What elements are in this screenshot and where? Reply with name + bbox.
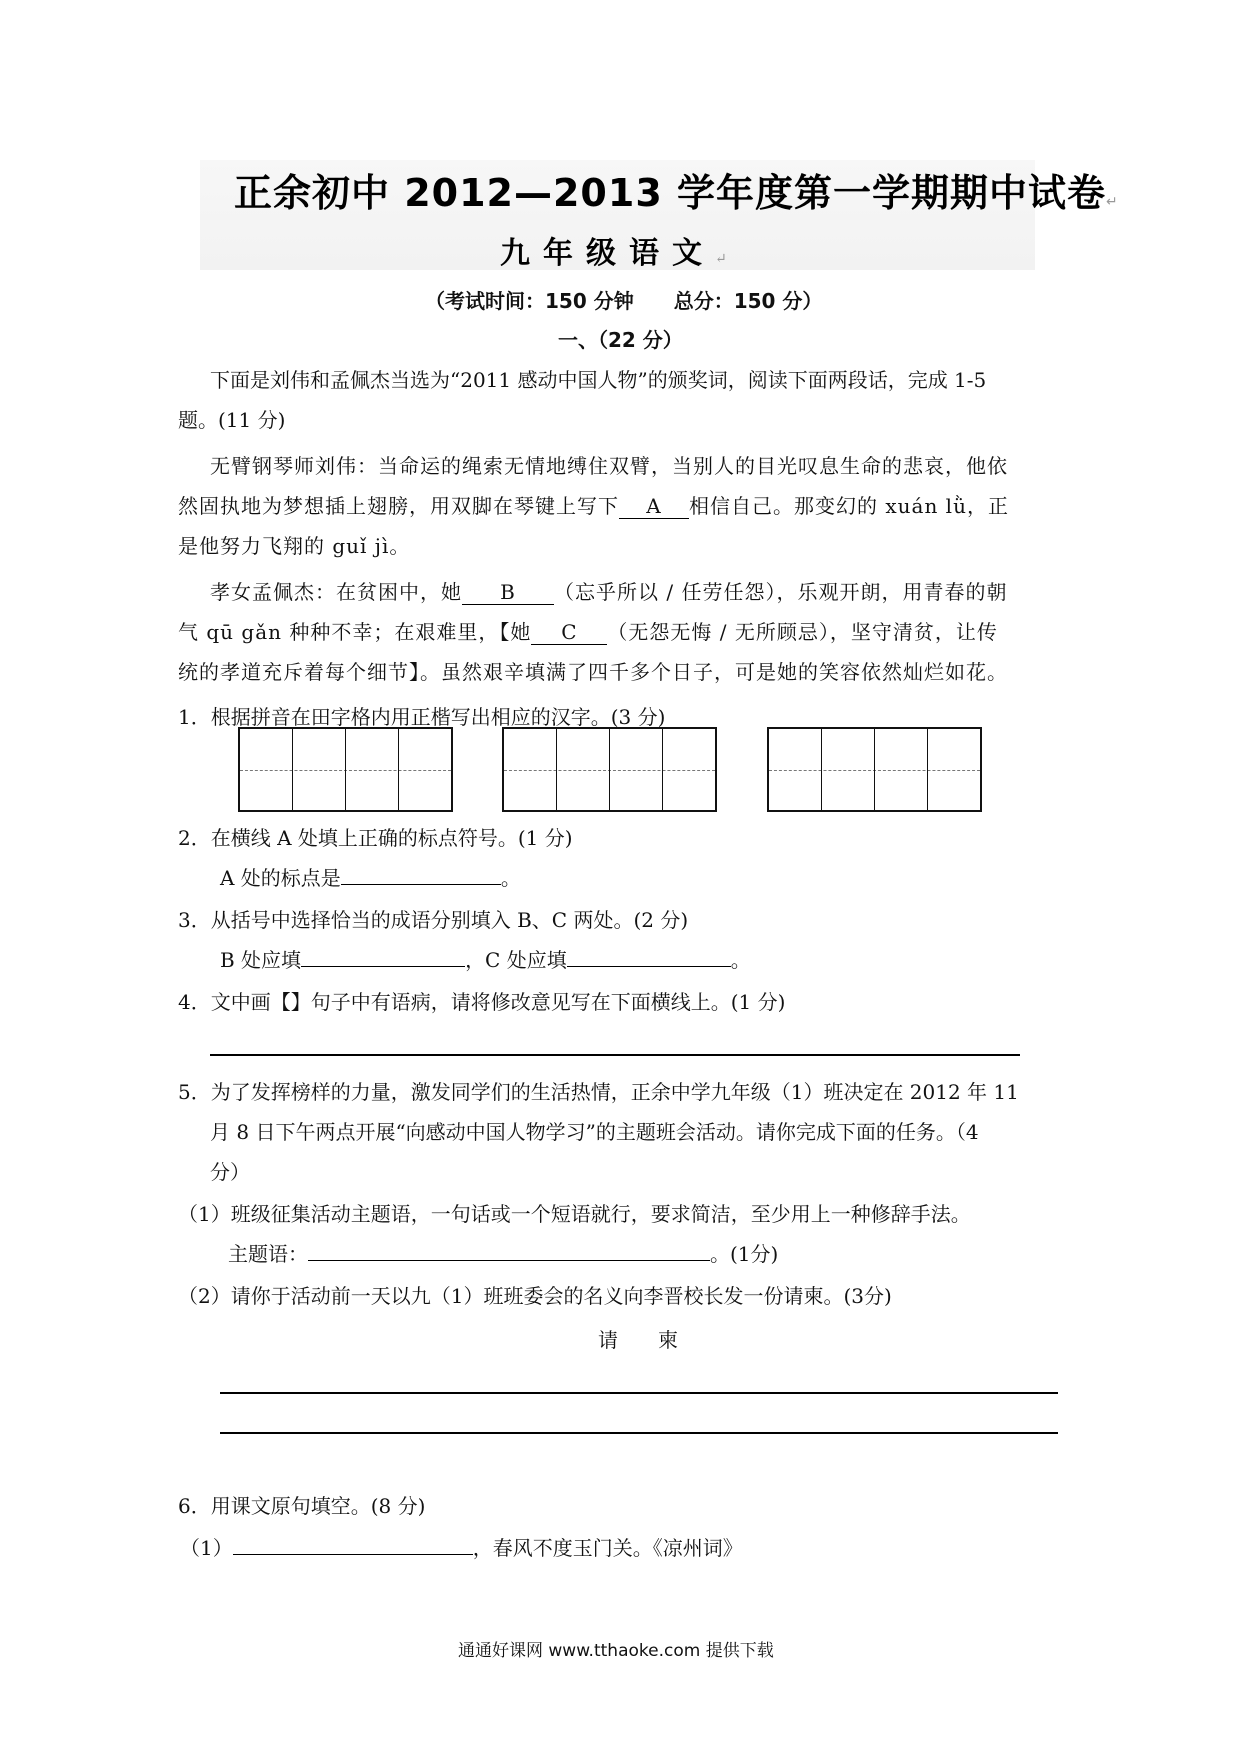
p1-line-1: 无臂钢琴师刘伟：当命运的绳索无情地缚住双臂，当别人的目光叹息生命的悲哀，他依: [210, 454, 1008, 478]
q6-1-row: （1） ，春风不度玉门关。《凉州词》: [180, 1528, 743, 1568]
question-1: 1．根据拼音在田字格内用正楷写出相应的汉字。(3 分): [178, 705, 666, 729]
grid-cell[interactable]: [293, 729, 346, 810]
p1-line-2: 然固执地为梦想插上翅膀，用双脚在琴键上写下 A 相信自己。那变幻的 xuán lǜ，正: [178, 494, 1009, 518]
intro-line-1: 下面是刘伟和孟佩杰当选为“2011 感动中国人物”的颁奖词，阅读下面两段话，完成 1-5: [210, 368, 987, 392]
question-5-2: （2）请你于活动前一天以九（1）班班委会的名义向李晋校长发一份请柬。(3分): [178, 1284, 892, 1308]
character-grid-3[interactable]: [767, 727, 982, 812]
question-3: 3．从括号中选择恰当的成语分别填入 B、C 两处。(2 分): [178, 908, 689, 932]
grid-cell[interactable]: [240, 729, 293, 810]
p2-line-3: 统的孝道充斥着每个细节】。虽然艰辛填满了四千多个日子，可是她的笑容依然灿烂如花。: [178, 660, 1008, 684]
invitation-line-1[interactable]: [220, 1392, 1058, 1394]
grid-cell[interactable]: [663, 729, 715, 810]
section-heading: 一、（22 分）: [558, 328, 683, 352]
q2-answer-row: A 处的标点是 。: [220, 858, 521, 898]
q3-answer-row: B 处应填 ，C 处应填 。: [220, 940, 751, 980]
question-4: 4．文中画【】句子中有语病，请将修改意见写在下面横线上。(1 分): [178, 990, 786, 1014]
question-5-line-2: 月 8 日下午两点开展“向感动中国人物学习”的主题班会活动。请你完成下面的任务。（4: [210, 1120, 979, 1144]
blank-c: C: [531, 620, 607, 645]
q3-c-blank[interactable]: [567, 942, 731, 967]
question-5-line-3: 分）: [210, 1160, 250, 1184]
q4-answer-line[interactable]: [210, 1054, 1020, 1056]
question-5-line-1: 5．为了发挥榜样的力量，激发同学们的生活热情，正余中学九年级（1）班决定在 2012 年 11: [178, 1080, 1019, 1104]
grid-cell[interactable]: [504, 729, 557, 810]
question-5-1: （1）班级征集活动主题语，一句话或一个短语就行，要求简洁，至少用上一种修辞手法。: [178, 1202, 971, 1226]
exam-title: 正余初中 2012—2013 学年度第一学期期中试卷↵: [234, 171, 1118, 215]
grid-cell[interactable]: [557, 729, 610, 810]
theme-slogan-blank[interactable]: [308, 1236, 710, 1261]
grid-cell[interactable]: [822, 729, 875, 810]
q6-1-blank[interactable]: [233, 1530, 473, 1555]
grid-cell[interactable]: [399, 729, 451, 810]
footer-download-note: 通通好课网 www.tthaoke.com 提供下载: [458, 1641, 774, 1661]
grid-cell[interactable]: [769, 729, 822, 810]
invitation-title: 请 柬: [598, 1328, 678, 1352]
grid-cell[interactable]: [346, 729, 399, 810]
p1-line-3: 是他努力飞翔的 guǐ jì。: [178, 534, 411, 558]
grid-cell[interactable]: [610, 729, 663, 810]
p2-line-2: 气 qū gǎn 种种不幸；在艰难里，【她 C （无怨无悔 / 无所顾忌），坚守清贫，让传: [178, 620, 998, 644]
subject-title: 九年级语文↵: [500, 236, 727, 271]
question-2: 2．在横线 A 处填上正确的标点符号。(1 分): [178, 826, 573, 850]
q3-b-blank[interactable]: [301, 942, 465, 967]
invitation-line-2[interactable]: [220, 1432, 1058, 1434]
blank-a: A: [619, 494, 689, 519]
question-6: 6．用课文原句填空。(8 分): [178, 1494, 426, 1518]
grid-cell[interactable]: [875, 729, 928, 810]
p2-line-1: 孝女孟佩杰：在贫困中，她 B （忘乎所以 / 任劳任怨），乐观开朗，用青春的朝: [210, 580, 1008, 604]
exam-info: （考试时间：150 分钟 总分：150 分）: [425, 289, 823, 313]
character-grid-1[interactable]: [238, 727, 453, 812]
grid-cell[interactable]: [928, 729, 980, 810]
blank-b: B: [462, 580, 554, 605]
intro-line-2: 题。(11 分): [178, 408, 286, 432]
q2-answer-blank[interactable]: [341, 860, 501, 885]
character-grid-2[interactable]: [502, 727, 717, 812]
q5-1-answer-row: 主题语： 。(1分): [228, 1234, 778, 1274]
